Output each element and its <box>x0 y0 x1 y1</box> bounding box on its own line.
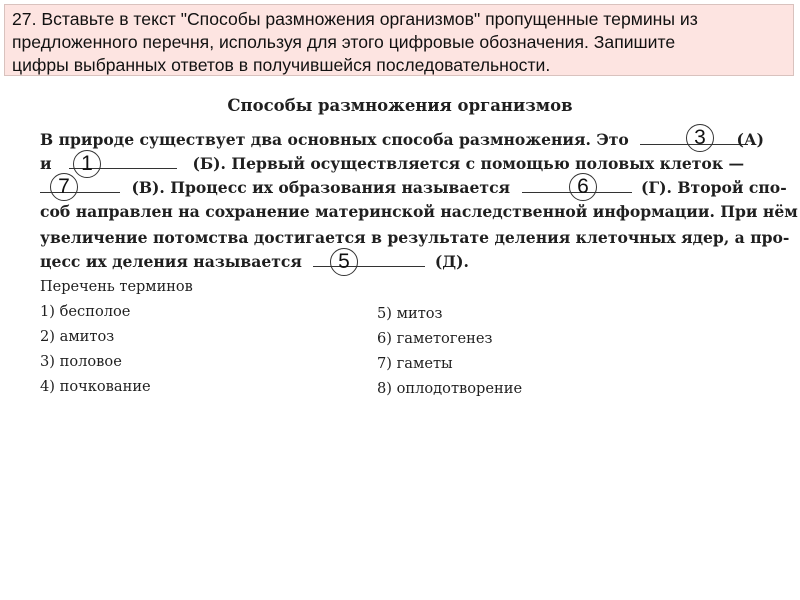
paragraph-line-2 <box>40 153 764 175</box>
paragraph-text: и <box>40 154 52 173</box>
paragraph-line-1 <box>40 129 764 151</box>
paragraph-text: В природе существует два основных способа размножения. Это <box>40 130 629 149</box>
answer-mark-b: 1 <box>73 150 101 178</box>
paragraph-line-4: соб направлен на сохранение материнской наследственной информации. При нём <box>40 202 798 221</box>
label-a: (А) <box>736 130 764 149</box>
answer-mark-g: 6 <box>569 173 597 201</box>
paragraph-text: (Г). Второй спо- <box>640 178 787 197</box>
paragraph-line-6 <box>40 251 764 273</box>
term-item: 6) гаметогенез <box>377 330 493 347</box>
paragraph-text: цесс их деления называется <box>40 252 302 271</box>
term-item: 4) почкование <box>40 378 151 395</box>
term-item: 3) половое <box>40 353 122 370</box>
term-item: 8) оплодотворение <box>377 380 523 397</box>
answer-mark-a: 3 <box>686 124 714 152</box>
answer-mark-v: 7 <box>50 173 78 201</box>
term-item: 1) бесполое <box>40 303 131 320</box>
terms-list-title: Перечень терминов <box>40 279 193 295</box>
paragraph-text: (В). Процесс их образования называется <box>131 178 511 197</box>
term-item: 7) гаметы <box>377 355 453 372</box>
paragraph-text: (Д). <box>434 252 469 271</box>
task-text-line-3: цифры выбранных ответов в получившейся последовательности. <box>12 55 551 75</box>
paragraph-line-3 <box>40 177 787 199</box>
document-title: Способы размножения организмов <box>227 96 573 115</box>
answer-mark-d: 5 <box>330 248 358 276</box>
task-text-line-2: предложенного перечня, используя для этого цифровые обозначения. Запишите <box>12 32 676 52</box>
paragraph-text: (Б). Первый осуществляется с помощью половых клеток — <box>192 154 745 173</box>
task-header <box>4 4 794 76</box>
paragraph-line-5: увеличение потомства достигается в результате деления клеточных ядер, а про- <box>40 228 790 247</box>
term-item: 2) амитоз <box>40 328 115 345</box>
task-text-line-1: 27. Вставьте в текст "Способы размножения организмов" пропущенные термины из <box>12 9 698 29</box>
term-item: 5) митоз <box>377 305 443 322</box>
